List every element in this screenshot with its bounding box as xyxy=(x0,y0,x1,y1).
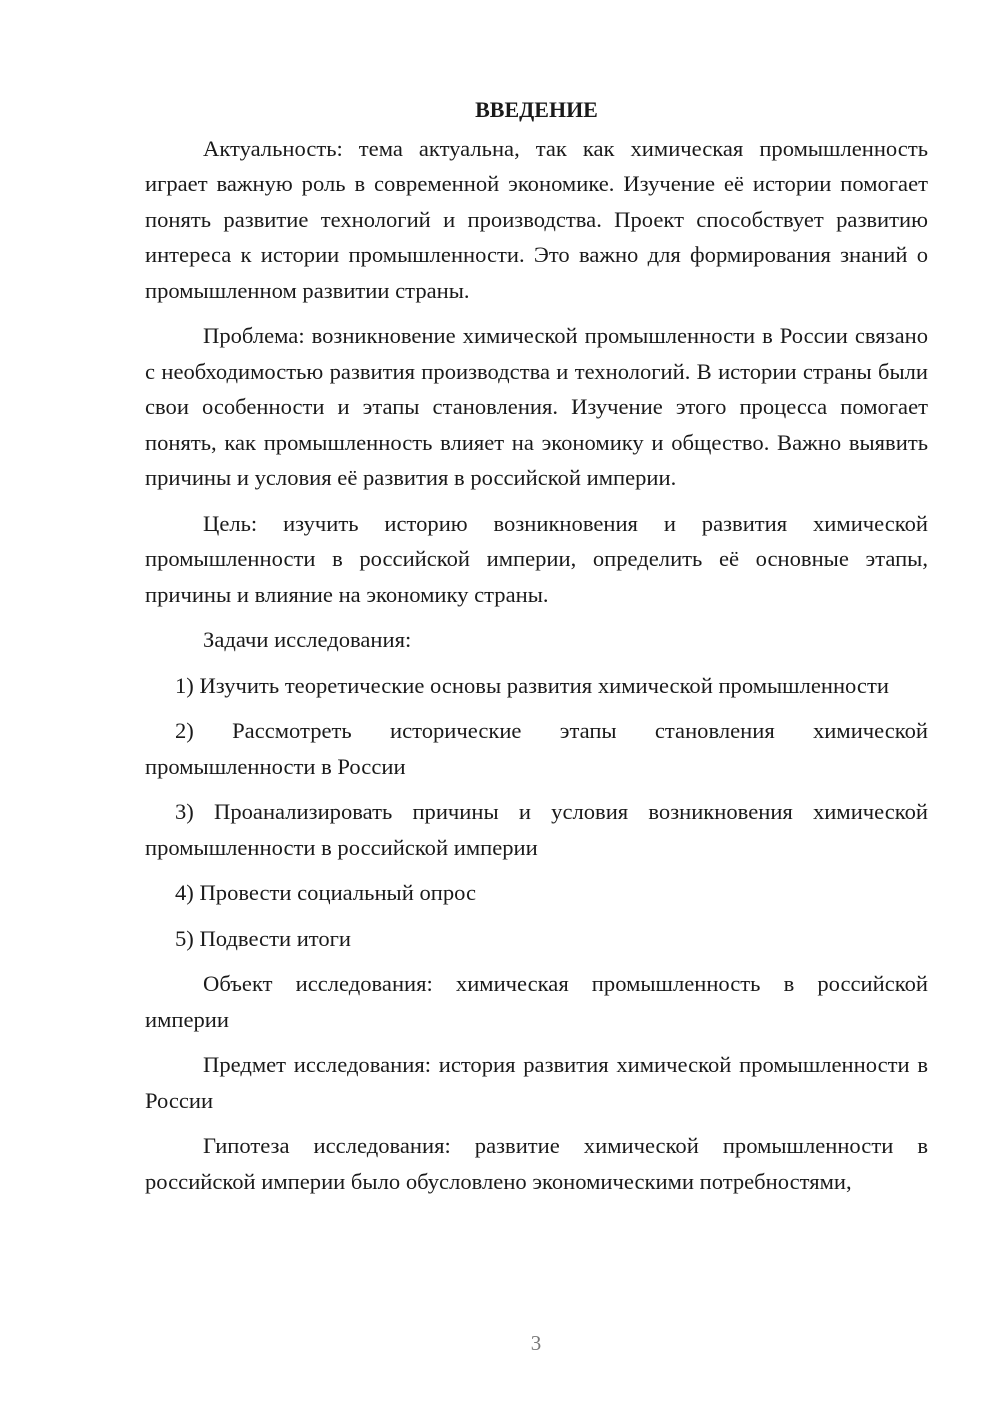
paragraph-relevance: Актуальность: тема актуальна, так как химическая промышленность играет важную роль в современной экономике. Изучение её истории помогает понять развитие технологий и производства. Проект способствует развитию интереса к истории промышленности. Это важно для формирования знаний о промышленном развитии страны. xyxy=(145,135,928,303)
page-content xyxy=(145,92,928,1209)
tasks-heading: Задачи исследования: xyxy=(203,627,412,652)
paragraph-object: Объект исследования: химическая промышленность в российской империи xyxy=(145,971,928,1032)
paragraph-subject: Предмет исследования: история развития химической промышленности в России xyxy=(145,1052,928,1113)
task-item-3: 3) Проанализировать причины и условия возникновения химической промышленности в российской империи xyxy=(145,799,928,860)
paragraph-problem: Проблема: возникновение химической промышленности в России связано с необходимостью развития производства и технологий. В истории страны были свои особенности и этапы становления. Изучение этого процесса помогает понять, как промышленность влияет на экономику и общество. Важно выявить причины и условия её развития в российской империи. xyxy=(145,323,928,490)
task-item-2: 2) Рассмотреть исторические этапы становления химической промышленности в России xyxy=(145,718,928,779)
page-number: 3 xyxy=(530,1331,542,1355)
paragraph-goal: Цель: изучить историю возникновения и развития химической промышленности в российской империи, определить её основные этапы, причины и влияние на экономику страны. xyxy=(145,510,928,607)
section-title: ВВЕДЕНИЕ xyxy=(475,97,598,122)
task-item-1: 1) Изучить теоретические основы развития химической промышленности xyxy=(175,672,889,698)
paragraph-hypothesis: Гипотеза исследования: развитие химической промышленности в российской империи было обусловлено экономическими потребностями, xyxy=(145,1133,928,1194)
task-item-4: 4) Провести социальный опрос xyxy=(175,880,477,905)
task-item-5: 5) Подвести итоги xyxy=(175,925,352,951)
